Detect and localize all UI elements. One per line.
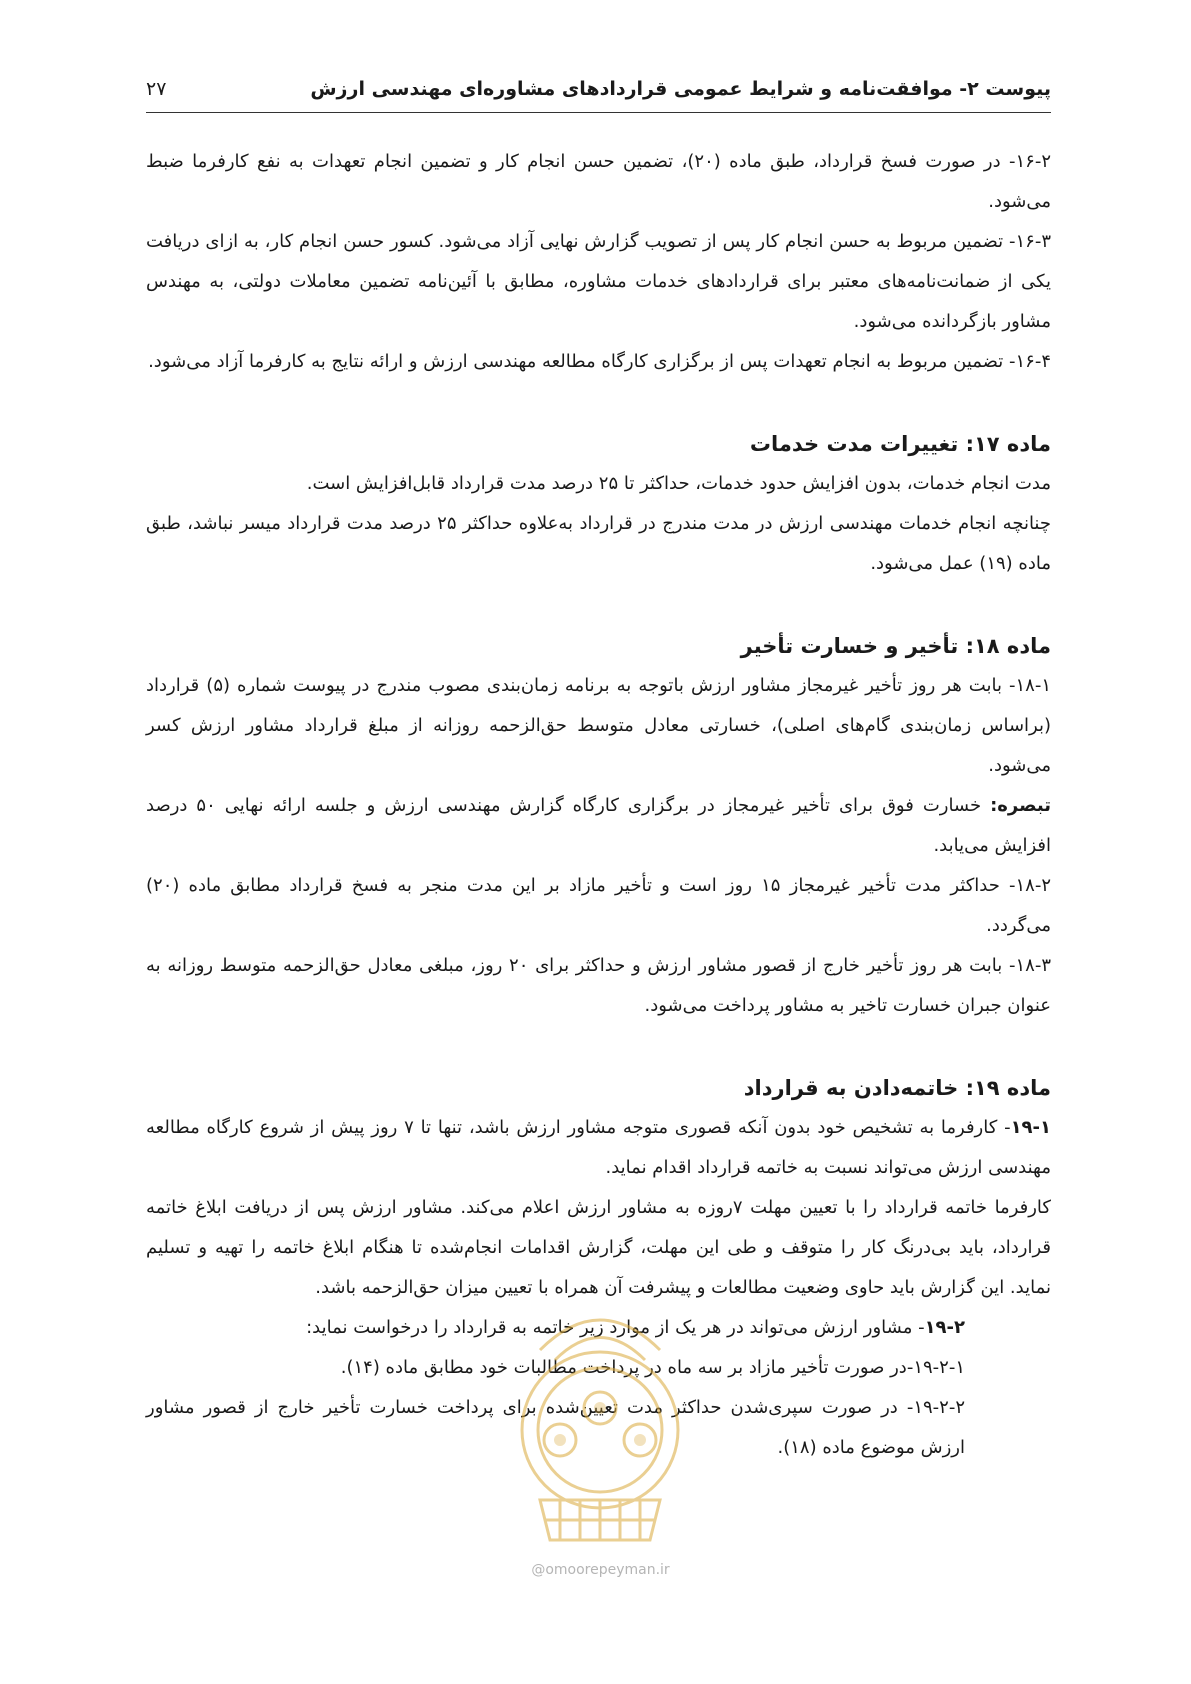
- note-label: تبصره:: [990, 795, 1051, 816]
- clause-18-1: ۱۸-۱- بابت هر روز تأخیر غیرمجاز مشاور ارزش باتوجه به برنامه زمان‌بندی مصوب مندرج در پیوست شماره (۵) قرارداد (براساس زمان‌بندی گام‌های اصلی)، خسارتی معادل متوسط حق‌الزحمه روزانه از مبلغ قرارداد مشاور ارزش کسر می‌شود.: [146, 675, 1052, 776]
- clause-16-3: ۱۶-۳- تضمین مربوط به حسن انجام کار پس از تصویب گزارش نهایی آزاد می‌شود. کسور حسن انجام کار، به ازای دریافت یکی از ضمانت‌نامه‌های معتبر برای قراردادهای خدمات مشاوره، مطابق با آئین‌نامه تضمین معاملات دولتی، به مهندس مشاور بازگردانده می‌شود.: [146, 231, 1051, 332]
- header-title: پیوست ۲- موافقت‌نامه و شرایط عمومی قراردادهای مشاوره‌ای مهندسی ارزش: [310, 78, 1051, 100]
- clause-19-2-label: ۱۹-۲: [924, 1317, 965, 1338]
- clause-19-1-text: - کارفرما به تشخیص خود بدون آنکه قصوری متوجه مشاور ارزش باشد، تنها تا ۷ روز پیش از شروع کارگاه مطالعه مهندسی ارزش می‌تواند نسبت به خاتمه قرارداد اقدام نماید.: [146, 1117, 1051, 1178]
- clause-19-2-1: ۱۹-۲-۱-در صورت تأخیر مازاد بر سه ماه در پرداخت مطالبات خود مطابق ماده (۱۴).: [340, 1357, 965, 1378]
- article-17-paragraph-1: مدت انجام خدمات، بدون افزایش حدود خدمات، حداکثر تا ۲۵ درصد مدت قرارداد قابل‌افزایش است.: [306, 473, 1051, 494]
- page-number: ۲۷: [146, 78, 167, 100]
- clause-19-1-continued: کارفرما خاتمه قرارداد را با تعیین مهلت ۷روزه به مشاور ارزش اعلام می‌کند. مشاور ارزش پس از دریافت ابلاغ خاتمه قرارداد، باید بی‌درنگ کار را متوقف و طی این مهلت، گزارش اقدامات انجام‌شده تا هنگام ابلاغ خاتمه را تهیه و تسلیم نماید. این گزارش باید حاوی وضعیت مطالعات و پیشرفت آن همراه با تعیین میزان حق‌الزحمه باشد.: [146, 1197, 1051, 1298]
- article-19-heading: ماده ۱۹: خاتمه‌دادن به قرارداد: [743, 1076, 1051, 1100]
- article-17-heading: ماده ۱۷: تغییرات مدت خدمات: [749, 432, 1051, 456]
- clause-19-2-text: - مشاور ارزش می‌تواند در هر یک از موارد زیر خاتمه به قرارداد را درخواست نماید:: [306, 1317, 925, 1338]
- clause-19-2-2: ۱۹-۲-۲- در صورت سپری‌شدن حداکثر مدت تعیین‌شده برای پرداخت خسارت تأخیر خارج از قصور مشاور ارزش موضوع ماده (۱۸).: [146, 1397, 965, 1458]
- clause-19-1: [146, 1108, 1051, 1188]
- watermark-url: @omoorepeyman.ir: [531, 1562, 670, 1578]
- note-text: خسارت فوق برای تأخیر غیرمجاز در برگزاری کارگاه گزارش مهندسی ارزش و جلسه ارائه نهایی ۵۰ درصد افزایش می‌یابد.: [146, 795, 1051, 856]
- clause-16-2: ۱۶-۲- در صورت فسخ قرارداد، طبق ماده (۲۰)، تضمین حسن انجام کار و تضمین انجام تعهدات به نفع کارفرما ضبط می‌شود.: [146, 151, 1051, 212]
- clause-19-1-label: ۱۹-۱: [1010, 1117, 1051, 1138]
- article-18-heading: ماده ۱۸: تأخیر و خسارت تأخیر: [740, 634, 1051, 658]
- clause-16-4: ۱۶-۴- تضمین مربوط به انجام تعهدات پس از برگزاری کارگاه مطالعه مهندسی ارزش و ارائه نتایج به کارفرما آزاد می‌شود.: [148, 351, 1051, 372]
- clause-18-note: [146, 786, 1051, 866]
- watermark-logo: [500, 1290, 700, 1560]
- clause-18-2: ۱۸-۲- حداکثر مدت تأخیر غیرمجاز ۱۵ روز است و تأخیر مازاد بر این مدت منجر به فسخ قرارداد مطابق ماده (۲۰) می‌گردد.: [146, 875, 1051, 936]
- page-header: [146, 72, 1051, 113]
- article-17-paragraph-2: چنانچه انجام خدمات مهندسی ارزش در مدت مندرج در قرارداد به‌علاوه حداکثر ۲۵ درصد مدت قرارداد میسر نباشد، طبق ماده (۱۹) عمل می‌شود.: [146, 513, 1051, 574]
- document-body: [146, 142, 1051, 1468]
- clause-18-3: ۱۸-۳- بابت هر روز تأخیر خارج از قصور مشاور ارزش و حداکثر برای ۲۰ روز، مبلغی معادل حق‌الزحمه متوسط روزانه به عنوان جبران خسارت تاخیر به مشاور پرداخت می‌شود.: [146, 955, 1051, 1016]
